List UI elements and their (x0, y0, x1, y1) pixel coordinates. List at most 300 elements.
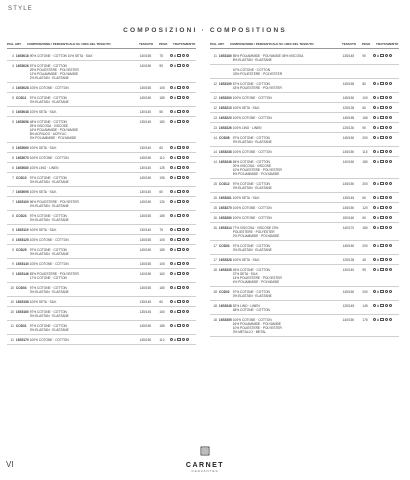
article-code: 16S5080 (15, 165, 29, 170)
bleach-icon (174, 338, 176, 341)
table-row (210, 133, 399, 147)
article-code: 16S5210 (218, 105, 232, 110)
table-row (210, 203, 399, 213)
dry-icon (177, 110, 180, 113)
iron-icon (182, 120, 185, 123)
wash-icon (373, 268, 376, 271)
fabric-weight: 125 (159, 165, 165, 170)
dry-icon (380, 304, 383, 307)
table-row (7, 153, 196, 163)
fabric-weight: 180 (159, 119, 165, 124)
table-row (7, 321, 196, 335)
page-ref: 12 (213, 81, 217, 86)
article-code: COD10 (15, 175, 27, 180)
composition-line: 100% SETA · SILK (29, 109, 57, 114)
dryclean-icon (186, 286, 189, 289)
bleach-icon (174, 120, 176, 123)
wash-icon (373, 136, 376, 139)
wash-icon (373, 216, 376, 219)
article-code: COD04 (15, 285, 27, 290)
care-symbols (170, 228, 196, 231)
care-symbols (170, 146, 196, 149)
composition (233, 244, 343, 252)
iron-icon (385, 136, 388, 139)
composition-line: 57% COTONE · COTTON (29, 63, 67, 68)
composition (30, 146, 140, 150)
iron-icon (385, 258, 388, 261)
bleach-icon (174, 86, 176, 89)
composition-line: 3% ELASTAN · ELASTANE (232, 139, 272, 144)
composition (30, 300, 140, 304)
dryclean-icon (389, 304, 392, 307)
iron-icon (182, 146, 185, 149)
dry-icon (177, 214, 180, 217)
care-symbols (373, 304, 399, 307)
iron-icon (385, 82, 388, 85)
wash-icon (170, 190, 173, 193)
page-ref: 7 (12, 175, 14, 180)
page-ref: 18 (213, 317, 217, 322)
page-ref: 15 (213, 181, 217, 186)
dryclean-icon (186, 200, 189, 203)
composition (30, 166, 140, 170)
composition-line: 52% LINO · LINEN (232, 303, 260, 308)
header-art: PAG. ART. (210, 42, 225, 46)
composition-line: 20% VISCOSA · VISCOSE (232, 163, 272, 168)
composition (30, 248, 140, 256)
table-row (7, 173, 196, 187)
composition-line: 100% COTONE · COTTON (232, 205, 272, 210)
composition-line: 100% SETA · SILK (29, 299, 57, 304)
composition (30, 64, 140, 80)
composition-line: 8% ELASTAN · ELASTANE (232, 57, 272, 62)
article-code: 16S5140 (15, 261, 29, 266)
dryclean-icon (389, 196, 392, 199)
composition (233, 206, 343, 210)
composition-line: 83% POLIESTERE · POLYESTER (29, 271, 79, 276)
dry-icon (177, 176, 180, 179)
dryclean-icon (186, 156, 189, 159)
dry-icon (177, 200, 180, 203)
dryclean-icon (186, 96, 189, 99)
fabric-weight: 60 (159, 189, 163, 194)
dry-icon (380, 116, 383, 119)
dryclean-icon (389, 106, 392, 109)
article-code: 16S5190 (218, 81, 232, 86)
iron-icon (385, 106, 388, 109)
iron-icon (182, 338, 185, 341)
dryclean-icon (389, 290, 392, 293)
care-symbols (373, 182, 399, 185)
dry-icon (177, 54, 180, 57)
table-row (7, 143, 196, 153)
care-symbols (170, 86, 196, 89)
wash-icon (373, 318, 376, 321)
composition-line: POLIESTERE · POLYESTER (232, 229, 275, 234)
care-symbols (373, 116, 399, 119)
dryclean-icon (389, 150, 392, 153)
page-ref: 14 (213, 149, 217, 154)
wash-icon (170, 228, 173, 231)
wash-icon (373, 150, 376, 153)
table-row (7, 211, 196, 225)
table-row (7, 117, 196, 143)
fabric-width: 140/150 (139, 271, 152, 276)
dry-icon (177, 338, 180, 341)
article-code: COD02 (218, 289, 230, 294)
bleach-icon (174, 200, 176, 203)
composition (30, 238, 140, 242)
wash-icon (373, 116, 376, 119)
composition-line: 3% ELASTAN · ELASTANE (29, 99, 69, 104)
article-code: 16S5146 (15, 271, 29, 276)
care-symbols (373, 244, 399, 247)
wash-icon (373, 304, 376, 307)
dryclean-icon (186, 86, 189, 89)
bleach-icon (377, 318, 379, 321)
dry-icon (177, 324, 180, 327)
bleach-icon (377, 182, 379, 185)
table-row (210, 93, 399, 103)
table-row (7, 197, 196, 211)
composition (30, 324, 140, 332)
iron-icon (182, 272, 185, 275)
bleach-icon (174, 248, 176, 251)
table-row (7, 93, 196, 107)
wash-icon (170, 324, 173, 327)
header-size: TESSUTO (342, 42, 357, 46)
table-row (210, 223, 399, 241)
composition-line: 100% COTONE · COTTON (29, 237, 69, 242)
page-number: VI (6, 460, 14, 469)
article-code: COD25 (15, 247, 27, 252)
composition-line: 29% POLIESTERE · POLYESTER (29, 67, 79, 72)
bleach-icon (377, 116, 379, 119)
fabric-weight: 105 (159, 261, 165, 266)
page-ref: 6 (12, 165, 14, 170)
dry-icon (380, 126, 383, 129)
table-row (210, 315, 399, 337)
iron-icon (182, 156, 185, 159)
fabric-weight: 200 (362, 181, 368, 186)
wash-icon (170, 214, 173, 217)
iron-icon (182, 324, 185, 327)
wash-icon (170, 272, 173, 275)
header-care: TRATTAMENTO (173, 42, 196, 46)
fabric-weight: 130 (159, 199, 165, 204)
dry-icon (177, 190, 180, 193)
fabric-width: 145/150 (342, 149, 355, 154)
fabric-weight: 55 (159, 109, 163, 114)
article-code: 16S5238 (218, 149, 232, 154)
composition-line: 10% POLIESTERE · POLYESTER (232, 167, 282, 172)
wash-icon (170, 86, 173, 89)
composition-line: 100% LINO · LINEN (29, 165, 59, 170)
care-symbols (170, 190, 196, 193)
table-row (210, 255, 399, 265)
iron-icon (385, 182, 388, 185)
fabric-weight: 110 (159, 155, 165, 160)
fabric-width: 145/150 (139, 337, 152, 342)
fabric-width: 145/150 (139, 323, 152, 328)
wash-icon (373, 196, 376, 199)
page-ref: 18 (213, 303, 217, 308)
page-title: COMPOSIZIONI · COMPOSITIONS (123, 27, 287, 34)
header-art: PAG. ART. (7, 42, 22, 46)
care-symbols (373, 226, 399, 229)
table-row (210, 79, 399, 93)
care-symbols (373, 54, 399, 57)
dryclean-icon (186, 176, 189, 179)
iron-icon (385, 244, 388, 247)
composition (30, 190, 140, 194)
fabric-width: 145/150 (139, 175, 152, 180)
page-ref: 8 (12, 227, 14, 232)
dry-icon (380, 136, 383, 139)
table-row (7, 51, 196, 61)
iron-icon (182, 228, 185, 231)
composition (30, 214, 140, 222)
page-ref: 9 (12, 261, 14, 266)
page-ref: 10 (10, 299, 14, 304)
fabric-weight: 60 (362, 215, 366, 220)
fabric-weight: 90 (362, 53, 366, 58)
composition-line: 14% POLIESTERE · POLYESTER (232, 275, 282, 280)
composition-line: 100% COTONE · COTTON (232, 115, 272, 120)
composition-line: 97% COTONE · COTTON (29, 309, 67, 314)
page-ref: 6 (12, 145, 14, 150)
page-ref: 9 (12, 247, 14, 252)
table-row (210, 213, 399, 223)
fabric-weight: 60 (159, 145, 163, 150)
composition-line: 77% VISCOSA · VISCOSE 23% (232, 225, 279, 230)
bleach-icon (174, 228, 176, 231)
article-code: 16S5180 (218, 53, 232, 58)
bleach-icon (377, 96, 379, 99)
fabric-weight: 60 (159, 299, 163, 304)
iron-icon (182, 262, 185, 265)
composition-line: 100% SETA · SILK (232, 195, 260, 200)
article-code: 16S5200 (218, 95, 232, 100)
care-symbols (170, 166, 196, 169)
composition (233, 182, 343, 190)
fabric-width: 125/135 (342, 105, 355, 110)
dry-icon (380, 268, 383, 271)
bleach-icon (174, 166, 176, 169)
bleach-icon (174, 324, 176, 327)
composition-line: 100% COTONE · COTTON (232, 317, 272, 322)
composition-line: 97% COTONE · COTTON (232, 135, 270, 140)
bleach-icon (174, 214, 176, 217)
composition-line: 100% COTONE · COTTON (232, 149, 272, 154)
dry-icon (380, 290, 383, 293)
iron-icon (182, 166, 185, 169)
dry-icon (177, 300, 180, 303)
composition-line: 48% COTONE · COTTON (232, 307, 270, 312)
dryclean-icon (389, 244, 392, 247)
fabric-weight: 95 (362, 267, 366, 272)
dry-icon (380, 244, 383, 247)
table-row (7, 335, 196, 345)
dry-icon (177, 310, 180, 313)
care-symbols (170, 176, 196, 179)
composition-line: 3% ELASTAN · ELASTANE (29, 179, 69, 184)
wash-icon (170, 176, 173, 179)
bleach-icon (377, 206, 379, 209)
wash-icon (170, 156, 173, 159)
composition-line: 97% COTONE · COTTON (232, 243, 270, 248)
table-row (210, 123, 399, 133)
page-ref: 11 (10, 323, 14, 328)
composition (233, 318, 343, 334)
dryclean-icon (186, 228, 189, 231)
dry-icon (177, 228, 180, 231)
composition-line: 3% ELASTAN · ELASTANE (29, 313, 69, 318)
composition-line: 100% SETA · SILK (29, 189, 57, 194)
article-code: 16S5056 (15, 119, 29, 124)
composition-line: 100% SETA · SILK (29, 227, 57, 232)
fabric-width: 145/150 (139, 237, 152, 242)
iron-icon (182, 96, 185, 99)
wash-icon (373, 126, 376, 129)
composition (30, 310, 140, 318)
table-row (210, 157, 399, 179)
dry-icon (380, 150, 383, 153)
wash-icon (170, 300, 173, 303)
fabric-weight: 160 (159, 271, 165, 276)
composition (30, 272, 140, 280)
composition-line: 97% COTONE · COTTON (29, 285, 67, 290)
table-row (7, 235, 196, 245)
composition (30, 86, 140, 90)
iron-icon (182, 64, 185, 67)
bleach-icon (377, 136, 379, 139)
bleach-icon (174, 190, 176, 193)
article-code: 16S5170 (15, 337, 29, 342)
table-row (7, 83, 196, 93)
iron-icon (385, 226, 388, 229)
bleach-icon (377, 196, 379, 199)
care-symbols (373, 216, 399, 219)
composition (30, 338, 140, 342)
page-ref: 12 (213, 105, 217, 110)
fabric-weight: 60 (362, 105, 366, 110)
iron-icon (182, 248, 185, 251)
composition-line: 100% COTONE · COTTON (29, 155, 69, 160)
composition (233, 216, 343, 220)
composition-line: 57% COTONE · COTTON (232, 81, 270, 86)
article-code: 16S5226 (218, 125, 232, 130)
page-ref: 13 (213, 125, 217, 130)
dryclean-icon (186, 338, 189, 341)
iron-icon (385, 126, 388, 129)
fabric-weight: 165 (362, 115, 368, 120)
composition-line: 48% COTONE · COTTON (29, 119, 67, 124)
care-symbols (170, 248, 196, 251)
care-symbols (373, 82, 399, 85)
composition (233, 136, 343, 144)
composition-line: 100% COTONE · COTTON (29, 85, 69, 90)
table-row (7, 61, 196, 83)
dry-icon (177, 120, 180, 123)
fabric-width: 145/155 (342, 115, 355, 120)
composition (233, 160, 343, 176)
page-ref: 16 (213, 225, 217, 230)
fabric-width: 140/150 (342, 159, 355, 164)
care-symbols (373, 160, 399, 163)
fabric-weight: 200 (362, 135, 368, 140)
dry-icon (380, 216, 383, 219)
dryclean-icon (186, 190, 189, 193)
fabric-width: 130/140 (139, 165, 152, 170)
composition (233, 126, 343, 130)
fabric-weight: 160 (159, 309, 165, 314)
page-ref: 8 (12, 237, 14, 242)
composition-line: 3% ELASTAN · ELASTANE (29, 251, 69, 256)
article-code: 16S5158 (15, 299, 29, 304)
composition-line: 3% POLIAMMIDE · POLYAMIDE (29, 135, 77, 140)
care-symbols (170, 300, 196, 303)
dryclean-icon (186, 110, 189, 113)
fabric-weight: 200 (362, 243, 368, 248)
fabric-weight: 60 (362, 195, 366, 200)
table-row (210, 193, 399, 203)
rows-right (210, 51, 399, 337)
wash-icon (170, 146, 173, 149)
table-row (210, 103, 399, 113)
bleach-icon (377, 150, 379, 153)
table-row (210, 265, 399, 287)
fabric-width: 130/140 (139, 227, 152, 232)
iron-icon (385, 304, 388, 307)
composition-line: 67% COTONE · COTTON (233, 67, 271, 72)
bleach-icon (174, 310, 176, 313)
article-code: 16S5100 (15, 199, 29, 204)
care-symbols (373, 206, 399, 209)
table-row (210, 113, 399, 123)
dryclean-icon (186, 64, 189, 67)
composition (30, 110, 140, 114)
dryclean-icon (389, 126, 392, 129)
bleach-icon (174, 238, 176, 241)
iron-icon (182, 214, 185, 217)
page-ref: 13 (213, 115, 217, 120)
article-code: 16S5355 (218, 317, 232, 322)
article-code: 16S5119 (15, 227, 29, 232)
dryclean-icon (186, 324, 189, 327)
care-symbols (373, 96, 399, 99)
bleach-icon (174, 156, 176, 159)
fabric-weight: 185 (159, 213, 165, 218)
wash-icon (170, 286, 173, 289)
composition-line: 97% COTONE · COTTON (29, 323, 67, 328)
dryclean-icon (389, 268, 392, 271)
page-ref: 7 (12, 199, 14, 204)
care-symbols (373, 106, 399, 109)
iron-icon (182, 200, 185, 203)
fabric-weight: 75 (159, 227, 163, 232)
dryclean-icon (186, 166, 189, 169)
wash-icon (373, 244, 376, 247)
dryclean-icon (389, 160, 392, 163)
article-code: 16S5328 (218, 257, 232, 262)
composition-line: 16% POLIAMMIDE · POLYAMIDE (29, 127, 79, 132)
composition-line: 97% COTONE · COTTON (29, 95, 67, 100)
wash-icon (170, 54, 173, 57)
page-ref: 16 (213, 215, 217, 220)
care-symbols (170, 110, 196, 113)
table-row (210, 51, 399, 65)
